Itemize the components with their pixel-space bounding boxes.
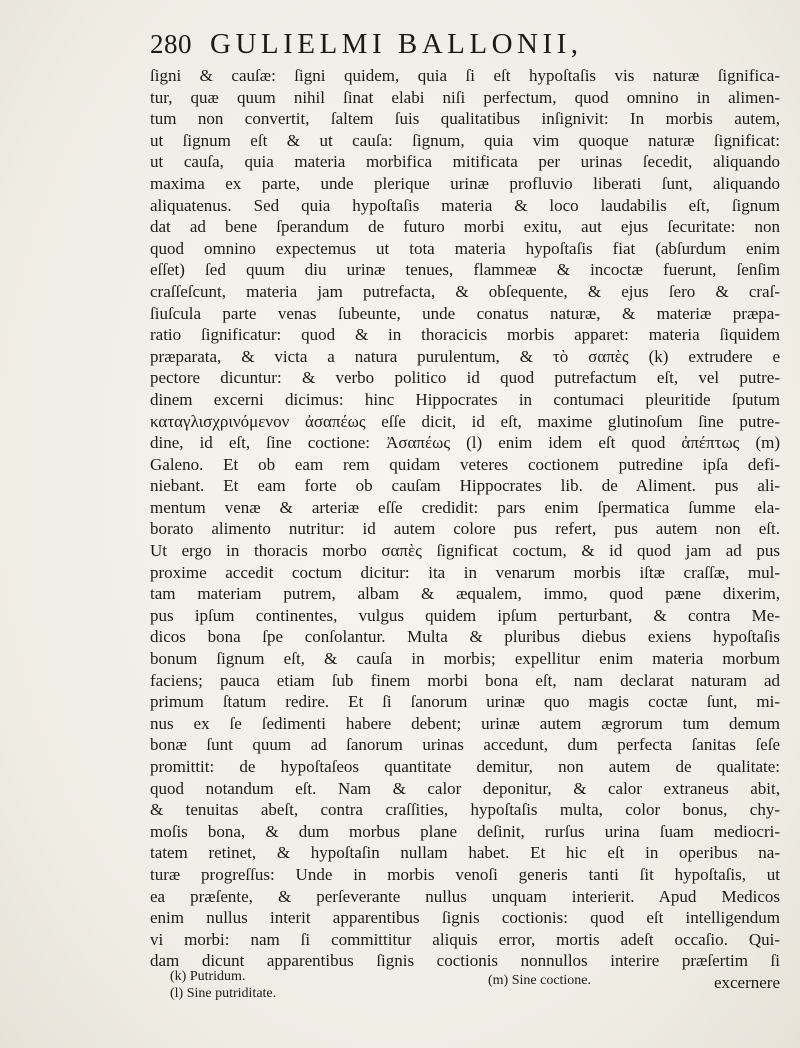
text-line: vi morbi: nam ſi committitur aliquis error, mortis adeſt occaſio. Qui-: [150, 929, 780, 949]
text-line: pus ipſum continentes, vulgus quidem ipſum perturbant, & contra Me-: [150, 605, 780, 625]
text-line: dicos bona ſpe conſolantur. Multa & pluribus diebus exiens hypoſtaſis: [150, 627, 780, 647]
text-line: enim nullus interit apparentibus ſignis coctionis: quod eſt intelligendum: [150, 908, 780, 928]
text-line: & tenuitas abeſt, contra craſſities, hypoſtaſis multa, color bonus, chy-: [150, 800, 780, 820]
text-line: dam dicunt apparentibus ſignis coctionis nonnullos interire præſertim ſi: [150, 951, 780, 971]
text-line: dine, id eſt, ſine coctione: Ἀσαπέως (l) enim idem eſt quod ἀπέπτως (m): [150, 433, 780, 453]
text-line: tum non convertit, ſaltem ſuis qualitatibus inſignivit: In morbis autem,: [150, 109, 780, 129]
text-line: primum ſtatum redire. Et ſi ſanorum urinæ quo magis coctæ ſunt, mi-: [150, 692, 780, 712]
page-number: 280: [150, 29, 192, 59]
text-line: eſſet) ſed quum diu urinæ tenues, flammeæ & incoctæ fuerunt, ſenſim: [150, 260, 780, 280]
text-line: quod omnino expectemus ut tota materia hypoſtaſis fiat (abſurdum enim: [150, 238, 780, 258]
text-line: bonum ſignum eſt, & cauſa in morbis; expellitur enim materia morbum: [150, 649, 780, 669]
text-line: ſiuſcula parte venas ſubeunte, unde conatus naturæ, & materiæ præpa-: [150, 303, 780, 323]
text-line: nus ex ſe ſedimenti habere debent; urinæ autem ægrorum tum demum: [150, 713, 780, 733]
running-head: GULIELMI BALLONII,: [210, 28, 583, 60]
text-line: pectore dicuntur: & verbo politico id quod putrefactum eſt, vel putre-: [150, 368, 780, 388]
text-line: ut ſignum eſt & ut cauſa: ſignum, quia vim quoque naturæ ſignificat:: [150, 130, 780, 150]
text-line: ratio ſignificatur: quod & in thoracicis morbis apparet: materia ſiquidem: [150, 325, 780, 345]
text-line: aliquatenus. Sed quia hypoſtaſis materia & loco laudabilis eſt, ſignum: [150, 195, 780, 215]
text-line: Galeno. Et ob eam rem quidam veteres coctionem putredine ipſa defi-: [150, 454, 780, 474]
text-line: faciens; pauca etiam ſub finem morbi bona eſt, nam declarat naturam ad: [150, 670, 780, 690]
footnote-k: (k) Putridum.: [170, 969, 246, 984]
text-line: tam materiam putrem, albam & æqualem, immo, quod pæne dixerim,: [150, 584, 780, 604]
text-line: quod notandum eſt. Nam & calor deponitur, & calor extraneus abit,: [150, 778, 780, 798]
text-line: Ut ergo in thoracis morbo σαπὲς ſignificat coctum, & id quod jam ad pus: [150, 541, 780, 561]
text-line: bonæ ſunt quum ad ſanorum urinas accedunt, dum perfecta ſanitas ſeſe: [150, 735, 780, 755]
text-line: craſſeſcunt, materia jam putrefacta, & obſequente, & ejus ſero & craſ-: [150, 281, 780, 301]
text-line: turæ progreſſus: Unde in morbis venoſi generis tanti ſit hypoſtaſis, ut: [150, 864, 780, 884]
footnotes: [170, 968, 650, 1002]
text-line: præparata, & victa a natura purulentum, & τὸ σαπὲς (k) extrudere e: [150, 346, 780, 366]
text-line: καταγλισχρινόμενον ἀσαπέως eſſe dicit, id eſt, maxime glutinoſum ſine putre-: [150, 411, 780, 431]
footnote-l: (l) Sine putriditate.: [170, 986, 277, 1001]
text-line: niebant. Et eam forte ob cauſam Hippocrates lib. de Aliment. pus ali-: [150, 476, 780, 496]
text-line: borato alimento nutritur: id autem colore pus refert, pus autem non eſt.: [150, 519, 780, 539]
text-line: ut cauſa, quia materia morbifica mitificata per urinas ſecedit, aliquando: [150, 152, 780, 172]
text-line: mentum venæ & arteriæ eſſe credidit: pars enim ſpermatica ſumme ela-: [150, 497, 780, 517]
text-line: moſis bona, & dum morbus plane deſinit, rurſus urina ſuam mediocri-: [150, 821, 780, 841]
text-line: tatem retinet, & hypoſtaſin nullam habet. Et hic eſt in operibus na-: [150, 843, 780, 863]
body-text: [150, 65, 780, 994]
text-line: tur, quæ quum nihil ſinat elabi niſi perfectum, quod omnino in alimen-: [150, 87, 780, 107]
text-line: proxime accedit coctum dicitur: ita in venarum morbis iſtæ craſſæ, mul-: [150, 562, 780, 582]
text-line: promittit: de hypoſtaſeos quantitate demitur, non autem de qualitate:: [150, 757, 780, 776]
text-line: maxima ex parte, unde plerique urinæ profluvio liberati ſunt, aliquando: [150, 173, 780, 193]
text-line: ea præſente, & perſeverante nullus unquam interierit. Apud Medicos: [150, 886, 780, 906]
text-line: dat ad bene ſperandum de futuro morbi exitu, aut ejus ſecuritate: non: [150, 217, 780, 237]
catchword: excernere: [713, 972, 780, 992]
text-line: dinem excerni dicimus: hinc Hippocrates in contumaci pleuritide ſputum: [150, 389, 780, 409]
text-line: ſigni & cauſæ: ſigni quidem, quia ſi eſt hypoſtaſis vis naturæ ſignifica-: [150, 66, 780, 85]
footnote-m: (m) Sine coctione.: [488, 973, 592, 988]
